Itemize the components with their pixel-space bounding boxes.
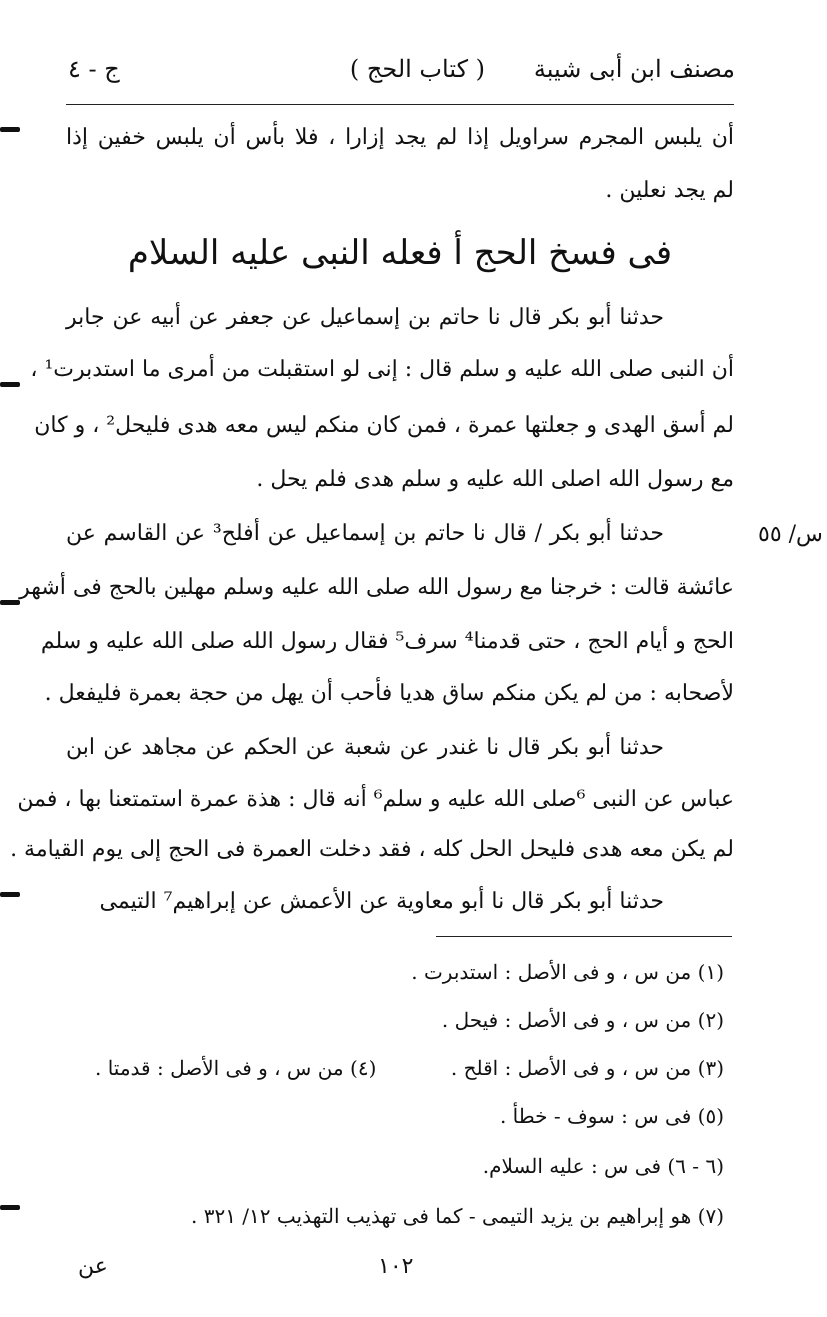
footnote: (٤) من س ، و فى الأصل : قدمتا . <box>95 1056 377 1080</box>
section-title: فى فسخ الحج أ فعله النبى عليه السلام <box>127 233 673 273</box>
footnote: (٢) من س ، و فى الأصل : فيحل . <box>441 1008 724 1032</box>
footnote: (٥) فى س : سوف - خطأ . <box>499 1104 724 1128</box>
text-line: لم يكن معه هدى فليحل الحل كله ، فقد دخلت العمرة فى الحج إلى يوم القيامة . <box>10 837 734 862</box>
text-line: لم يجد نعلين . <box>605 178 734 203</box>
footnote: (٧) هو إبراهيم بن يزيد التيمى - كما فى تهذيب التهذيب ١٢/ ٣٢١ . <box>190 1204 724 1228</box>
header-rule <box>66 104 734 105</box>
chapter-title: ( كتاب الحج ) <box>349 55 485 83</box>
footnote-rule <box>436 936 732 937</box>
footnote: (٣) من س ، و فى الأصل : اقلح . <box>450 1056 724 1080</box>
running-header <box>60 55 735 95</box>
text-line: مع رسول الله اصلى الله عليه و سلم هدى فلم يحل . <box>256 467 734 492</box>
text-line: عائشة قالت : خرجنا مع رسول الله صلى الله عليه وسلم مهلين بالحج فى أشهر <box>19 575 734 600</box>
footnote: (١) من س ، و فى الأصل : استدبرت . <box>411 960 724 984</box>
catchword: عن <box>78 1254 108 1279</box>
book-title: مصنف ابن أبى شيبة <box>533 55 735 83</box>
page-number: ١٠٢ <box>378 1254 414 1279</box>
text-line: حدثنا أبو بكر / قال نا حاتم بن إسماعيل عن أفلح³ عن القاسم عن <box>66 521 664 546</box>
binding-mark <box>0 1205 20 1210</box>
binding-mark <box>0 127 20 132</box>
binding-mark <box>0 600 20 605</box>
text-line: الحج و أيام الحج ، حتى قدمنا⁴ سرف⁵ فقال رسول الله صلى الله عليه و سلم <box>40 629 734 654</box>
text-line: أن يلبس المجرم سراويل إذا لم يجد إزارا ، فلا بأس أن يلبس خفين إذا <box>66 125 734 150</box>
binding-mark <box>0 892 20 897</box>
volume-label: ج - ٤ <box>68 55 120 83</box>
binding-mark <box>0 382 20 387</box>
text-line: حدثنا أبو بكر قال نا أبو معاوية عن الأعمش عن إبراهيم⁷ التيمى <box>99 889 664 914</box>
text-line: عباس عن النبى ⁶صلى الله عليه و سلم⁶ أنه قال : هذة عمرة استمتعنا بها ، فمن <box>17 787 734 812</box>
text-line: حدثنا أبو بكر قال نا حاتم بن إسماعيل عن جعفر عن أبيه عن جابر <box>66 305 664 330</box>
text-line: لم أسق الهدى و جعلتها عمرة ، فمن كان منكم ليس معه هدى فليحل² ، و كان <box>34 413 734 438</box>
text-line: أن النبى صلى الله عليه و سلم قال : إنى لو استقبلت من أمرى ما استدبرت¹ ، <box>30 357 734 382</box>
footnote: (٦ - ٦) فى س : عليه السلام. <box>482 1154 724 1178</box>
text-line: لأصحابه : من لم يكن منكم ساق هديا فأحب أن يهل من حجة بعمرة فليفعل . <box>44 681 734 706</box>
text-line: حدثنا أبو بكر قال نا غندر عن شعبة عن الحكم عن مجاهد عن ابن <box>66 735 664 760</box>
margin-page-ref: س/ ٥٥ <box>758 522 823 547</box>
